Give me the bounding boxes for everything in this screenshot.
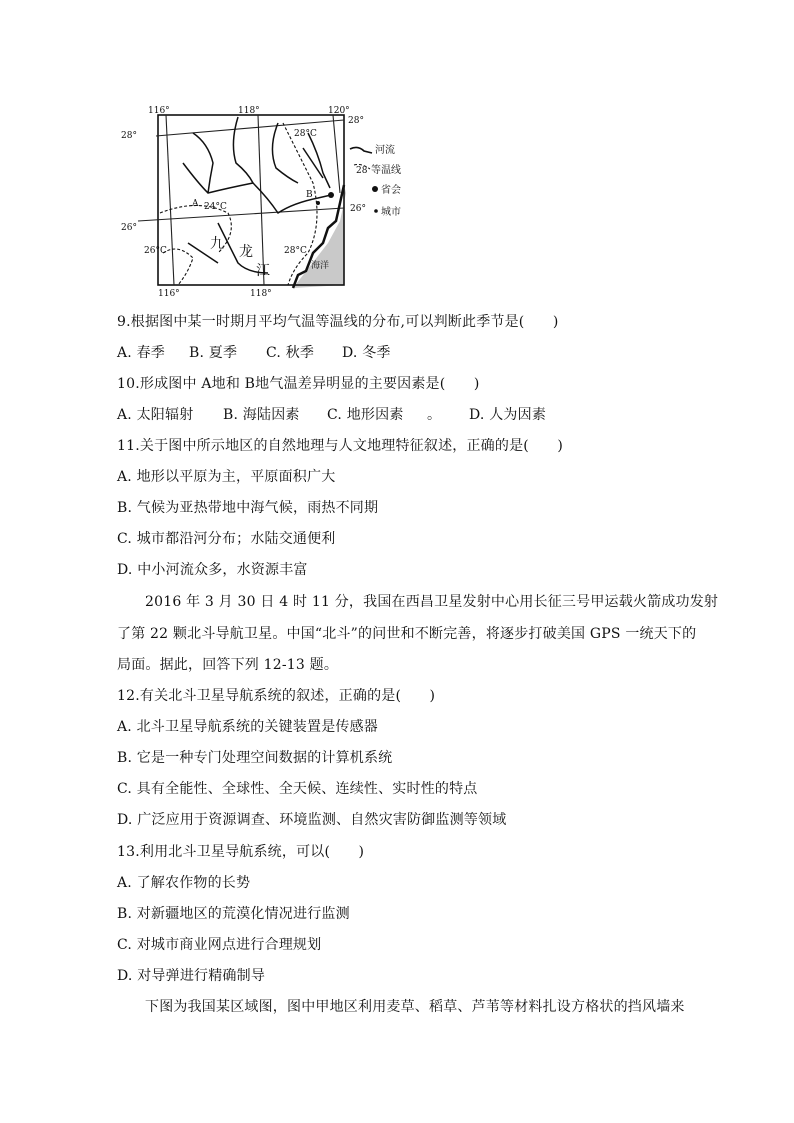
lon-label-118-top: 118° — [238, 106, 260, 116]
place-jiu: 九 — [210, 236, 224, 252]
legend-isotherm-label: 等温线 — [371, 165, 401, 176]
legend-capital-icon — [372, 186, 378, 192]
city-dot — [316, 201, 320, 205]
isotherm-lines — [160, 123, 317, 285]
question-11: 11.关于图中所示地区的自然地理与人文地理特征叙述，正确的是( ) — [117, 438, 563, 454]
q10-option-b: B. 海陆因素 — [223, 407, 300, 423]
q10-option-d: D. 人为因素 — [469, 407, 547, 423]
lat-label-26-right: 26° — [350, 204, 366, 214]
lat-label-28-right: 28° — [348, 116, 364, 126]
place-long: 龙 — [239, 244, 253, 260]
lat-label-28-left: 28° — [121, 131, 137, 141]
legend-city-label: 城市 — [381, 207, 401, 218]
q10-option-a: A. 太阳辐射 — [117, 407, 194, 423]
q12-option-d: D. 广泛应用于资源调查、环境监测、自然灾害防御监测等领域 — [117, 812, 507, 828]
place-sea: 海洋 — [311, 261, 330, 271]
q10-option-c: C. 地形因素 — [327, 407, 404, 423]
point-a-label: A — [192, 199, 199, 209]
lon-label-116-bottom: 116° — [158, 289, 180, 299]
question-9-options — [117, 344, 391, 362]
q13-option-b: B. 对新疆地区的荒漠化情况进行监测 — [117, 906, 350, 922]
legend-capital-label: 省会 — [381, 185, 401, 196]
question-13: 13.利用北斗卫星导航系统，可以( ) — [117, 844, 365, 860]
lon-label-116-top: 116° — [148, 106, 170, 116]
passage-1-line-3: 局面。据此，回答下列 12-13 题。 — [117, 657, 339, 673]
q11-option-a: A. 地形以平原为主，平原面积广大 — [117, 469, 336, 485]
passage-1-line-2: 了第 22 颗北斗导航卫星。中国“北斗”的问世和不断完善，将逐步打破美国 GPS 一统天下的 — [117, 626, 697, 642]
passage-1-line-1: 2016 年 3 月 30 日 4 时 11 分，我国在西昌卫星发射中心用长征三号甲运载火箭成功发射 — [145, 594, 719, 610]
q10-stray-mark: 。 — [427, 407, 442, 423]
question-10: 10.形成图中 A地和 B地气温差异明显的主要因素是( ) — [117, 376, 480, 392]
q9-option-b: B. 夏季 — [189, 345, 238, 361]
question-10-options — [117, 406, 546, 424]
legend-city-icon — [374, 209, 378, 213]
q11-option-b: B. 气候为亚热带地中海气候，雨热不同期 — [117, 500, 379, 516]
isotherm-label-28-top: 28°C — [294, 129, 317, 139]
q9-option-d: D. 冬季 — [342, 345, 391, 361]
passage-2-line-1: 下图为我国某区域图，图中甲地区利用麦草、稻草、芦苇等材料扎设方格状的挡风墙来 — [145, 999, 685, 1015]
legend-river-icon — [350, 147, 372, 153]
lon-label-120-top: 120° — [328, 106, 350, 116]
q13-option-a: A. 了解农作物的长势 — [117, 875, 251, 891]
isotherm-label-28-bottom: 28°C — [284, 246, 307, 256]
isotherm-label-26: 26°C — [144, 246, 167, 256]
lon-label-118-bottom: 118° — [250, 289, 272, 299]
question-9: 9.根据图中某一时期月平均气温等温线的分布,可以判断此季节是( ) — [117, 314, 559, 330]
lat-label-26-left: 26° — [121, 223, 137, 233]
q11-option-d: D. 中小河流众多，水资源丰富 — [117, 562, 308, 578]
place-jiang: 江 — [256, 263, 270, 279]
legend-river-label: 河流 — [375, 145, 395, 156]
isotherm-label-24: 24°C — [204, 202, 227, 212]
isotherm-map — [118, 103, 428, 303]
capital-dot — [328, 192, 334, 198]
q13-option-c: C. 对城市商业网点进行合理规划 — [117, 937, 322, 953]
point-b-label: B — [306, 190, 313, 200]
q13-option-d: D. 对导弹进行精确制导 — [117, 968, 266, 984]
q12-option-a: A. 北斗卫星导航系统的关键装置是传感器 — [117, 719, 379, 735]
question-12: 12.有关北斗卫星导航系统的叙述，正确的是( ) — [117, 688, 436, 704]
q9-option-a: A. 春季 — [117, 345, 166, 361]
legend-isotherm-sample: 28 — [356, 166, 368, 176]
q9-option-c: C. 秋季 — [266, 345, 315, 361]
q11-option-c: C. 城市都沿河分布；水陆交通便利 — [117, 531, 336, 547]
q12-option-b: B. 它是一种专门处理空间数据的计算机系统 — [117, 750, 393, 766]
q12-option-c: C. 具有全能性、全球性、全天候、连续性、实时性的特点 — [117, 781, 478, 797]
